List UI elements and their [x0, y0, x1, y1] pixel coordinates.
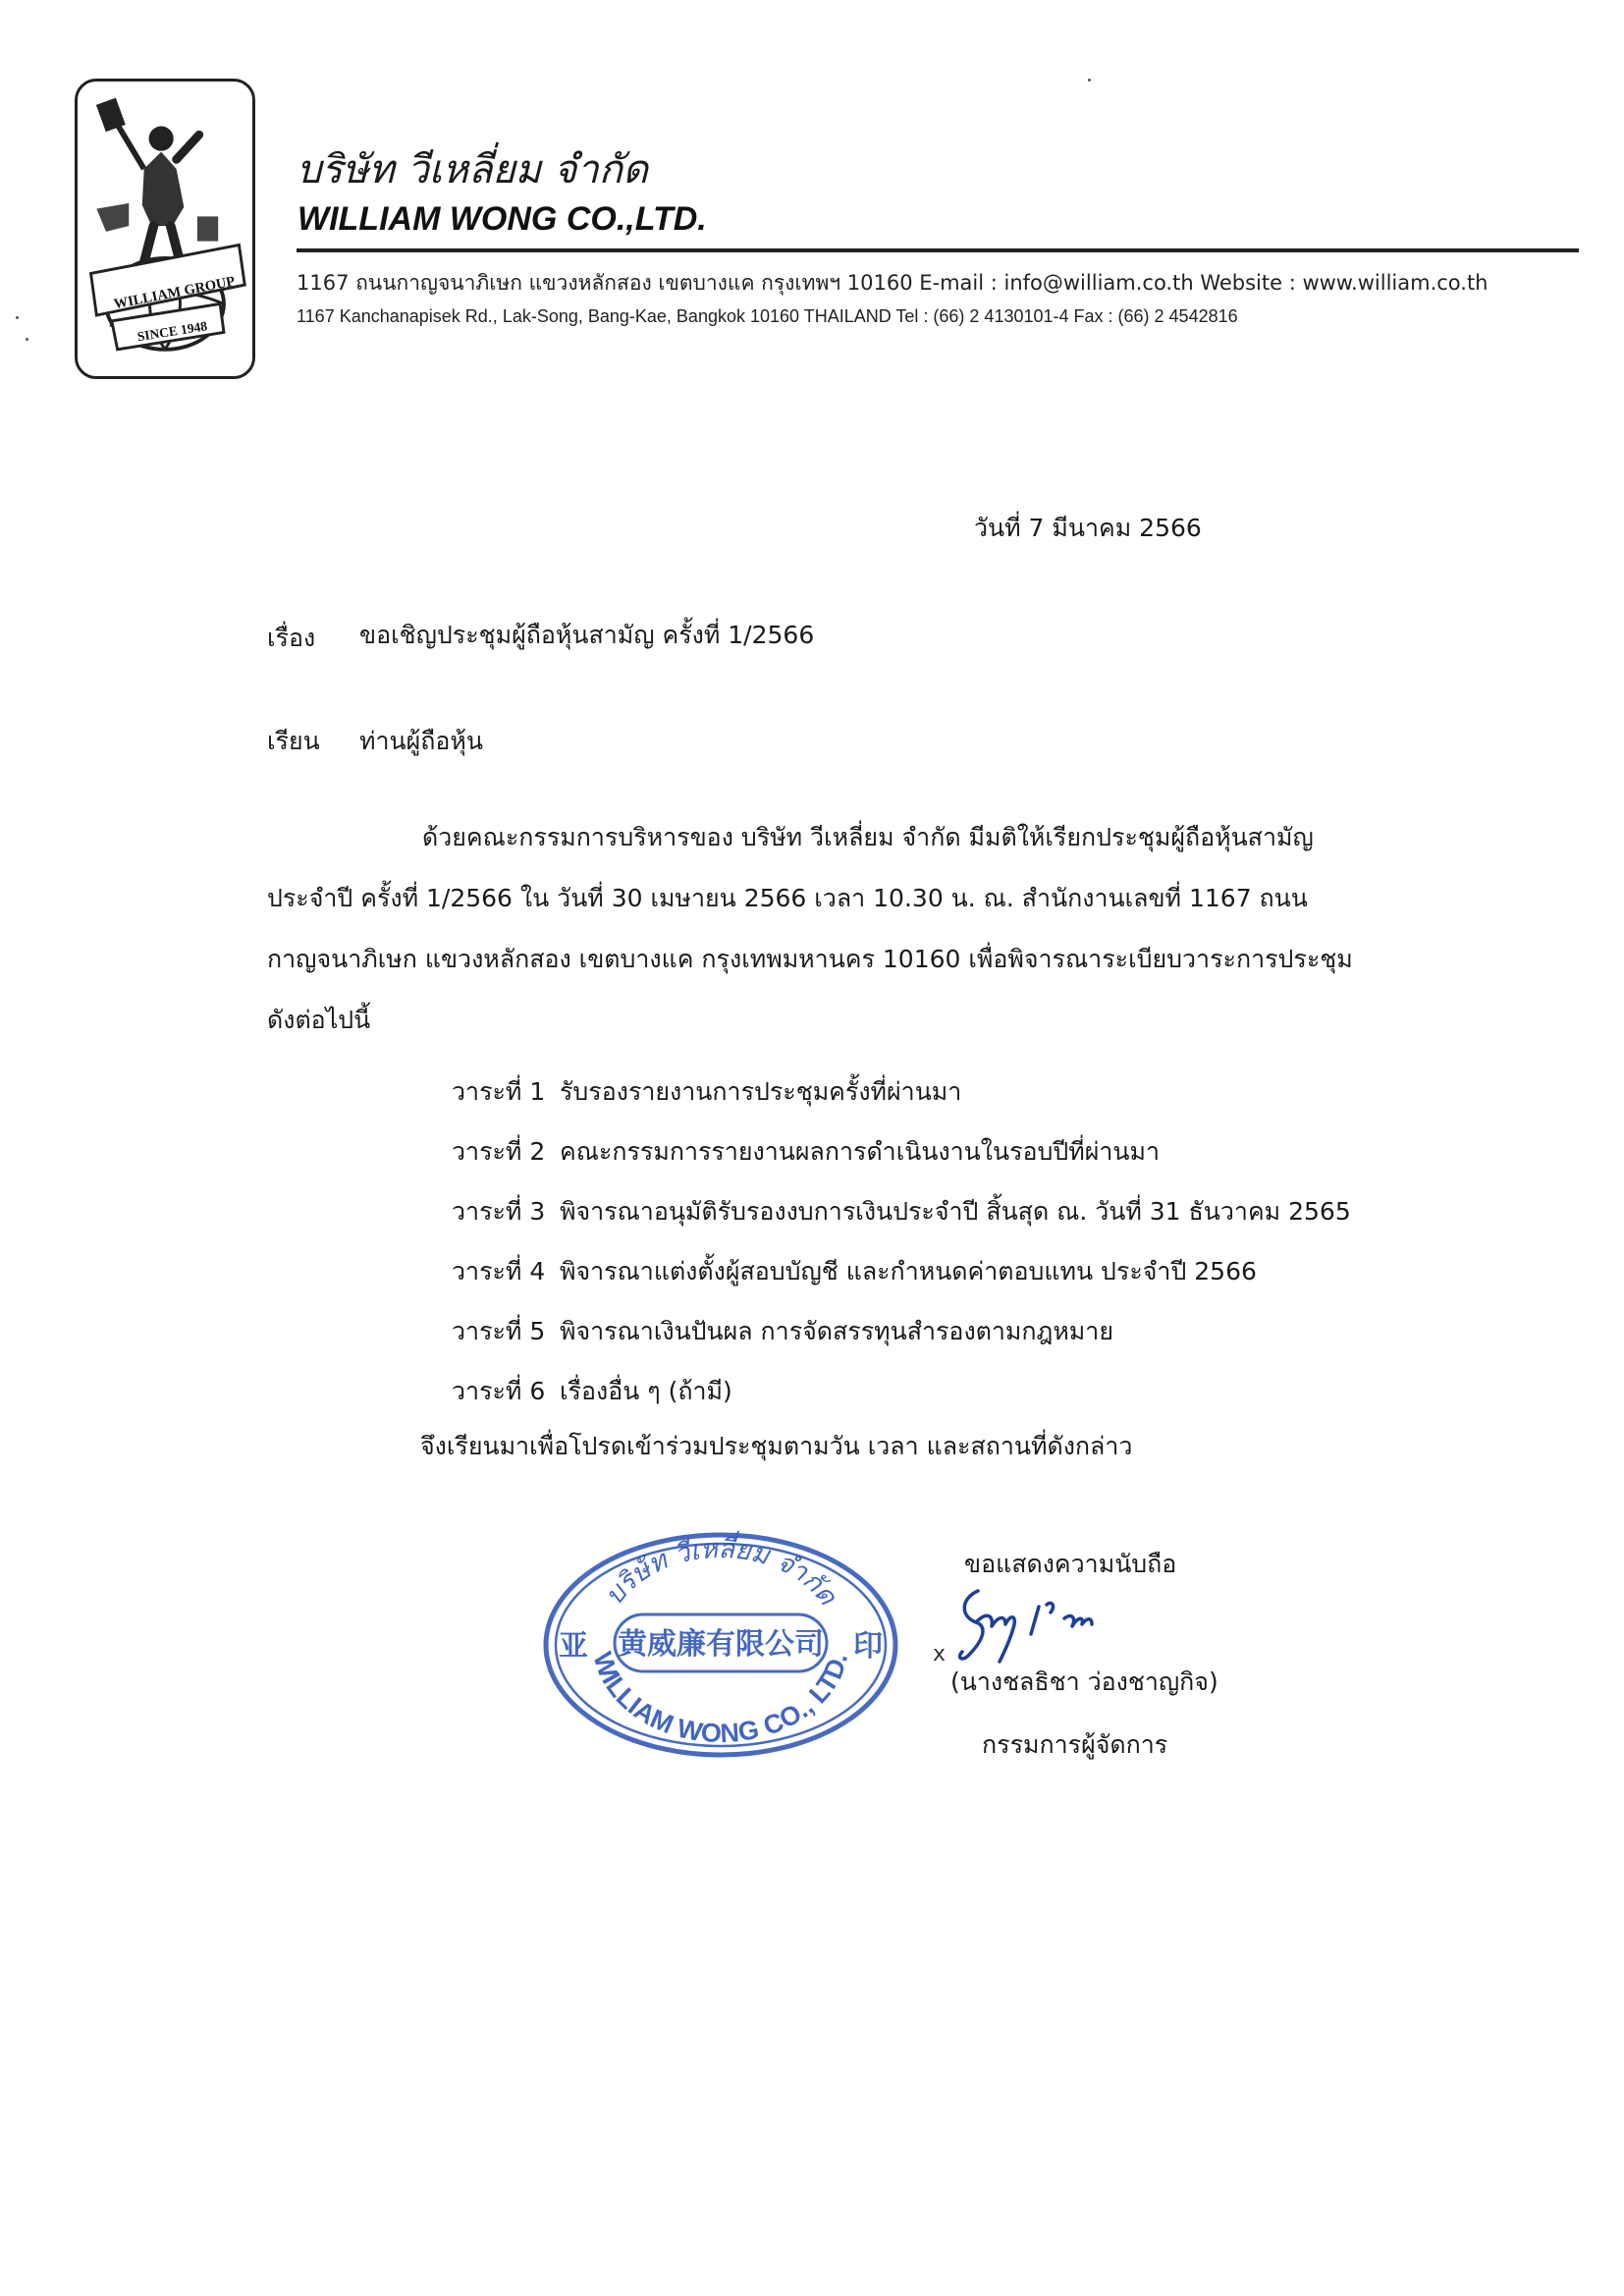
address-thai: 1167 ถนนกาญจนาภิเษก แขวงหลักสอง เขตบางแค กรุงเทพฯ 10160 E-mail : info@william.co.th Website : www.william.co.th: [297, 271, 1489, 295]
handwritten-signature: [948, 1571, 1145, 1669]
paragraph-line: ดังต่อไปนี้: [267, 1006, 371, 1034]
agenda-item: [452, 1252, 1351, 1312]
agenda-text: พิจารณาแต่งตั้งผู้สอบบัญชี และกำหนดค่าตอบแทน ประจำปี 2566: [560, 1257, 1257, 1285]
recipient-text: ท่านผู้ถือหุ้น: [359, 727, 483, 755]
agenda-item: [452, 1312, 1351, 1372]
agenda-number: วาระที่ 4: [452, 1257, 546, 1285]
agenda-item: [452, 1192, 1351, 1252]
agenda-text: รับรองรายงานการประชุมครั้งที่ผ่านมา: [560, 1077, 962, 1106]
paragraph-line: ด้วยคณะกรรมการบริหารของ บริษัท วีเหลี่ยม จำกัด มีมติให้เรียกประชุมผู้ถือหุ้นสามัญ: [422, 823, 1314, 851]
agenda-number: วาระที่ 5: [452, 1317, 546, 1345]
agenda-text: คณะกรรมการรายงานผลการดำเนินงานในรอบปีที่ผ่านมา: [560, 1137, 1161, 1166]
agenda-number: วาระที่ 2: [452, 1137, 546, 1166]
agenda-number: วาระที่ 3: [452, 1197, 546, 1226]
letterhead-divider: [297, 248, 1579, 252]
signer-position: กรรมการผู้จัดการ: [982, 1730, 1168, 1759]
agenda-text: พิจารณาเงินปันผล การจัดสรรทุนสำรองตามกฎหมาย: [560, 1317, 1113, 1345]
body-paragraph: [267, 825, 1416, 1068]
scan-speck: [1088, 79, 1091, 82]
seal-top-text: บริษัท วีเหลี่ยม จำกัด: [598, 1533, 843, 1612]
company-seal: [538, 1528, 903, 1762]
agenda-number: วาระที่ 1: [452, 1077, 546, 1106]
signer-name: (นางชลธิชา ว่องชาญกิจ): [950, 1667, 1218, 1696]
closing-sentence: จึงเรียนมาเพื่อโปรดเข้าร่วมประชุมตามวัน เวลา และสถานที่ดังกล่าว: [420, 1432, 1133, 1460]
company-name-english: WILLIAM WONG CO.,LTD.: [298, 200, 707, 238]
subject-text: ขอเชิญประชุมผู้ถือหุ้นสามัญ ครั้งที่ 1/2566: [359, 621, 815, 649]
paragraph-line: กาญจนาภิเษก แขวงหลักสอง เขตบางแค กรุงเทพมหานคร 10160 เพื่อพิจารณาระเบียบวาระการประชุม: [267, 945, 1353, 973]
company-name-thai: บริษัท วีเหลี่ยม จำกัด: [297, 147, 648, 192]
seal-bottom-text: WILLIAM WONG CO., LTD.: [587, 1648, 854, 1749]
signature-x-mark: x: [933, 1642, 947, 1667]
scan-speck: [26, 338, 28, 341]
agenda-number: วาระที่ 6: [452, 1377, 546, 1405]
logo-ring-text: WILLIAM GROUP: [112, 273, 237, 313]
company-logo: [75, 79, 255, 379]
subject-label: เรื่อง: [267, 624, 316, 652]
letter-date: วันที่ 7 มีนาคม 2566: [974, 514, 1202, 542]
agenda-item: [452, 1072, 1351, 1132]
paragraph-line: ประจำปี ครั้งที่ 1/2566 ใน วันที่ 30 เมษายน 2566 เวลา 10.30 น. ณ. สำนักงานเลขที่ 1167 ถนน: [267, 884, 1308, 912]
agenda-list: [452, 1072, 1351, 1432]
agenda-text: พิจารณาอนุมัติรับรองงบการเงินประจำปี สิ้นสุด ณ. วันที่ 31 ธันวาคม 2565: [560, 1197, 1351, 1226]
regards-text: ขอแสดงความนับถือ: [964, 1550, 1177, 1578]
logo-since-text: SINCE 1948: [135, 318, 208, 345]
scan-speck: [16, 316, 19, 319]
recipient-label: เรียน: [267, 727, 320, 755]
agenda-item: [452, 1132, 1351, 1192]
address-english: 1167 Kanchanapisek Rd., Lak-Song, Bang-Kae, Bangkok 10160 THAILAND Tel : (66) 2 4130101-4 Fax : (66) 2 4542816: [297, 306, 1238, 326]
logo-emblem: [78, 82, 252, 376]
agenda-item: [452, 1372, 1351, 1432]
seal-right-char: 印: [853, 1629, 883, 1664]
agenda-text: เรื่องอื่น ๆ (ถ้ามี): [560, 1377, 732, 1405]
seal-center-text: 黄威廉有限公司: [618, 1627, 824, 1662]
seal-left-char: 亚: [559, 1629, 588, 1664]
